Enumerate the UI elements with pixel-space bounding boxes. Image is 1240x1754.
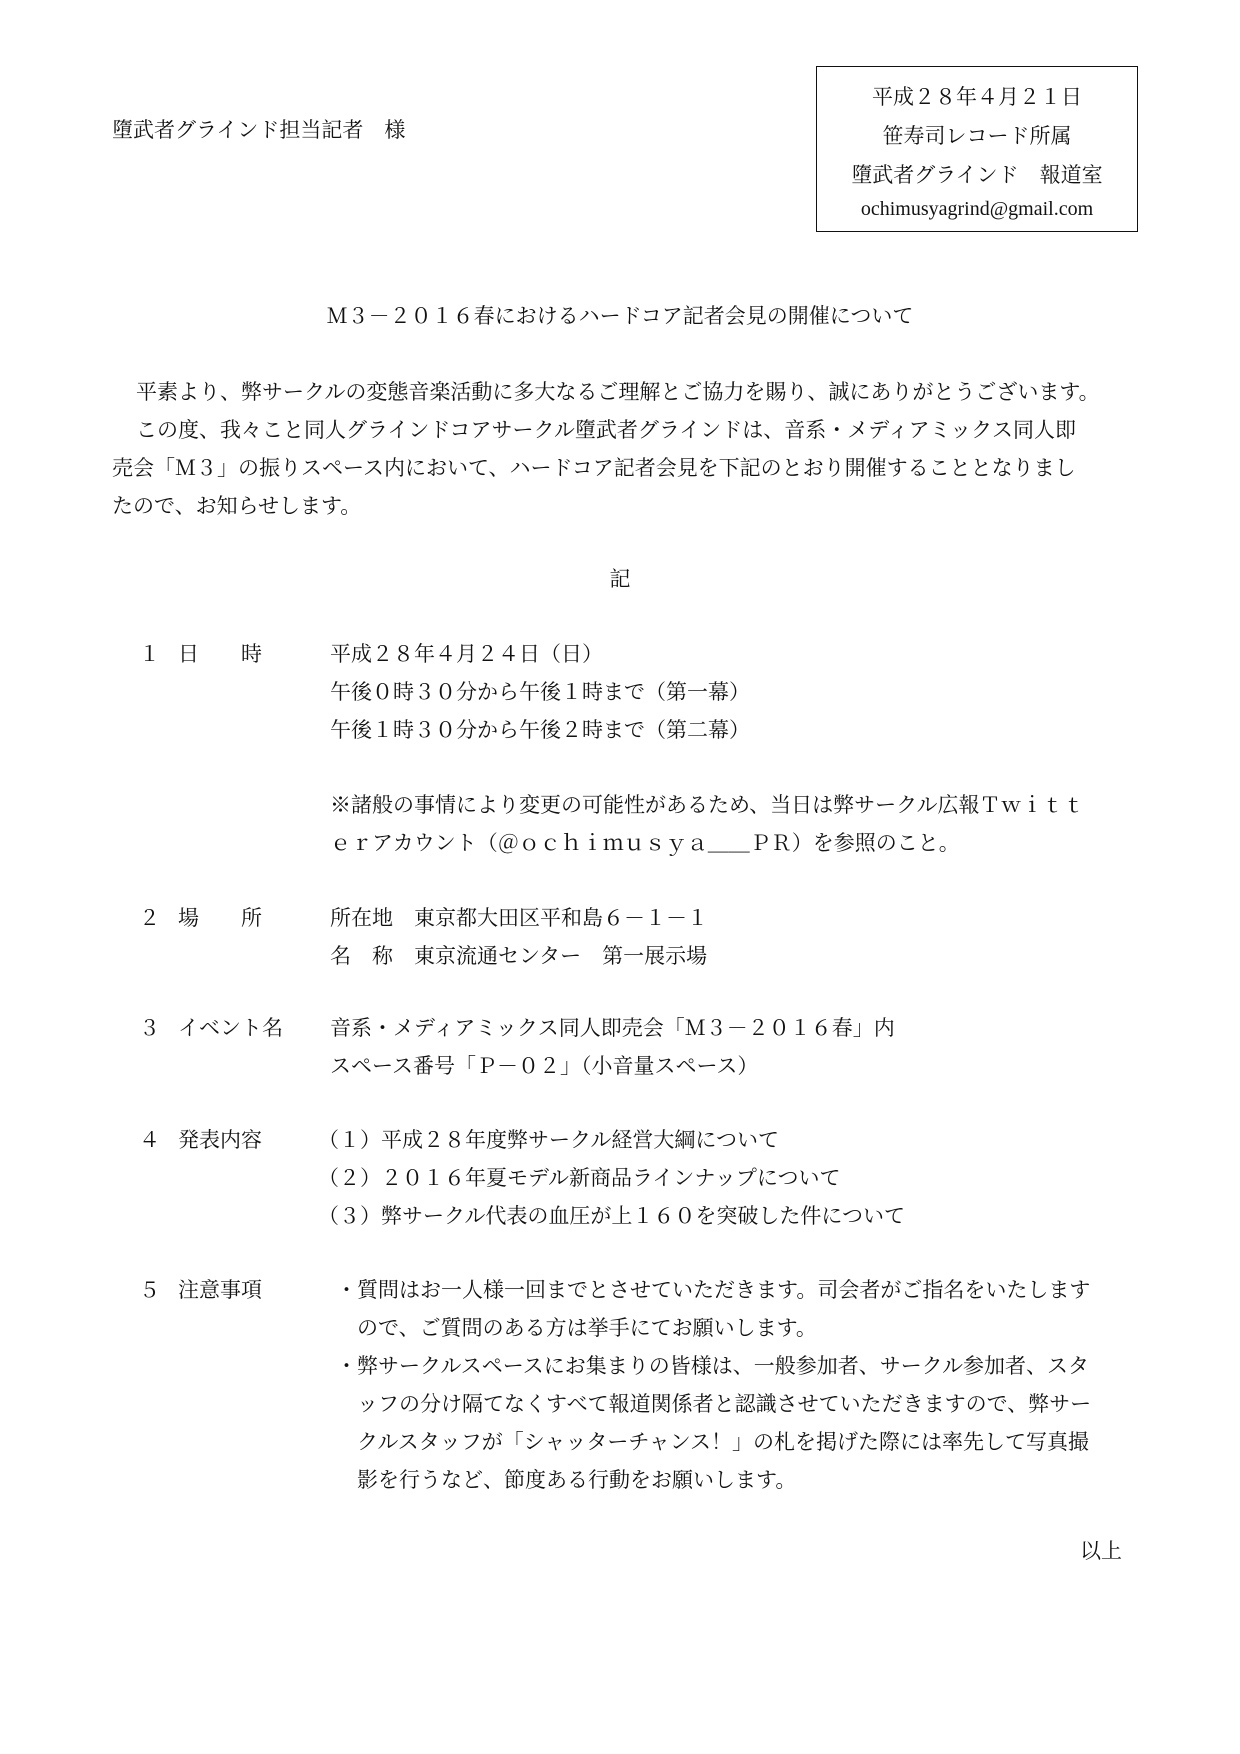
datetime-line: 午後１時３０分から午後２時まで（第二幕）	[330, 718, 750, 742]
item-label-notice: 注意事項	[178, 1278, 262, 1302]
event-line: スペース番号「Ｐ－０２」（小音量スペース）	[330, 1054, 759, 1078]
notice-line: 影を行うなど、節度ある行動をお願いします。	[336, 1468, 797, 1492]
sender-email: ochimusyagrind@gmail.com	[860, 198, 1094, 220]
notice-line: ッフの分け隔てなくすべて報道関係者と認識させていただきますので、弊サー	[336, 1392, 1092, 1416]
sender-org: 笹寿司レコード所属	[882, 124, 1072, 148]
topic-item: （２）２０１６年夏モデル新商品ラインナップについて	[318, 1166, 841, 1190]
event-line: 音系・メディアミックス同人即売会「Ｍ３－２０１６春」内	[330, 1016, 895, 1040]
sender-date: 平成２８年４月２１日	[872, 85, 1082, 109]
notice-line: ・質問はお一人様一回までとさせていただきます。司会者がご指名をいたします	[336, 1278, 1091, 1302]
datetime-line: 午後０時３０分から午後１時まで（第一幕）	[330, 680, 750, 704]
sender-box	[816, 66, 1138, 232]
place-line: 所在地 東京都大田区平和島６－１－１	[330, 906, 708, 930]
topic-item: （１）平成２８年度弊サークル経営大綱について	[318, 1128, 779, 1152]
datetime-note: ※諸般の事情により変更の可能性があるため、当日は弊サークル広報Ｔｗｉｔｔ	[330, 793, 1085, 817]
intro-line: 売会「Ｍ３」の振りスペース内において、ハードコア記者会見を下記のとおり開催することとなりまし	[112, 456, 1076, 480]
item-number: １	[139, 642, 160, 666]
item-label-content: 発表内容	[178, 1128, 262, 1152]
item-number: ４	[139, 1128, 160, 1152]
intro-line: たので、お知らせします。	[112, 494, 362, 518]
datetime-line: 平成２８年４月２４日（日）	[330, 642, 603, 666]
item-number: ３	[139, 1016, 160, 1040]
notice-line: ので、ご質問のある方は挙手にてお願いします。	[336, 1316, 817, 1340]
item-label-event: イベント名	[178, 1016, 283, 1040]
sender-dept: 墮武者グラインド 報道室	[851, 163, 1103, 187]
closing-mark: 以上	[1080, 1539, 1122, 1563]
notice-line: クルスタッフが「シャッターチャンス！」の札を掲げた際には率先して写真撮	[336, 1430, 1090, 1454]
place-line: 名 称 東京流通センター 第一展示場	[330, 944, 708, 968]
topic-item: （３）弊サークル代表の血圧が上１６０を突破した件について	[318, 1204, 905, 1228]
intro-line: 平素より、弊サークルの変態音楽活動に多大なるご理解とご協力を賜り、誠にありがとうございます。	[136, 380, 1100, 404]
recipient: 墮武者グラインド担当記者 様	[112, 118, 406, 142]
intro-line: この度、我々こと同人グラインドコアサークル墮武者グラインドは、音系・メディアミックス同人即	[136, 418, 1076, 442]
item-number: ２	[139, 906, 160, 930]
item-label-datetime: 日 時	[178, 642, 262, 666]
item-number: ５	[139, 1278, 160, 1302]
ki-heading: 記	[609, 567, 631, 591]
document-title: Ｍ３－２０１６春におけるハードコア記者会見の開催について	[326, 304, 914, 328]
notice-line: ・弊サークルスペースにお集まりの皆様は、一般参加者、サークル参加者、スタ	[336, 1354, 1090, 1378]
datetime-note: ｅｒアカウント（＠ｏｃｈｉｍｕｓｙａ＿＿ＰＲ）を参照のこと。	[330, 831, 960, 855]
item-label-place: 場 所	[178, 906, 262, 930]
